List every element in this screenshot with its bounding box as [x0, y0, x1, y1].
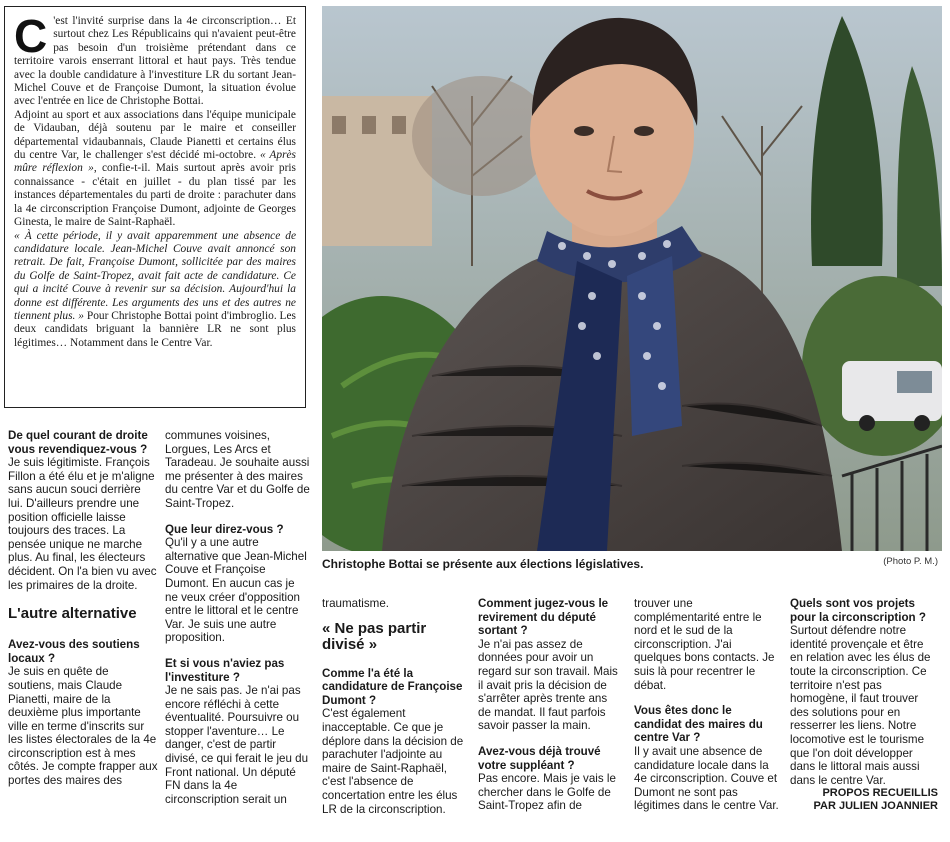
intro-box: [4, 6, 306, 408]
photo-credit: (Photo P. M.): [883, 556, 938, 567]
answer-8: Il y avait une absence de candidature locale dans la 4e circonscription. Couve et Dumont ne sont pas légitimes dans le centre Var.: [634, 744, 779, 813]
column-2: [165, 429, 310, 806]
column-4: [478, 597, 623, 813]
question-8: Vous êtes donc le candidat des maires du centre Var ?: [634, 704, 763, 745]
intro-paragraph-1: C 'est l'invité surprise dans la 4e circonscription… Et surtout chez Les Républicains qui n'avaient peut-être pas besoin d'un troisième prétendant dans ce territoire varois enserrant littoral et haut pays. Très tendue avec la double candidature à l'investiture LR du sortant Jean-Michel Couve et de Françoise Dumont, la situation évolue avec l'entrée en lice de Christophe Bottai.: [14, 10, 296, 108]
subhead-alternative: L'autre alternative: [8, 605, 137, 623]
question-3: Que leur direz-vous ?: [165, 522, 284, 536]
answer-5: C'est également inacceptable. Ce que je déplore dans la décision de parachuter l'adjointe au maire de Saint-Raphaël, c'est l'absence de concertation entre les élus LR de la circonscription.: [322, 707, 464, 816]
column-6: [790, 597, 938, 813]
answer-7: Pas encore. Mais je vais le chercher dans le Golfe de Saint-Tropez afin de: [478, 772, 616, 813]
caption-text: Christophe Bottai se présente aux élections législatives.: [322, 557, 644, 571]
dropcap: C: [14, 10, 48, 62]
intro-paragraph-3: « À cette période, il y avait apparemment une absence de candidature locale. Jean-Michel Couve avait annoncé son retrait. De fait, Françoise Dumont, sollicitée par des maires du Golfe de Saint-Tropez, avait fait acte de candidature. Ce qui a incité Couve à revenir sur sa décision. Aujourd'hui la donne est différente. Les arguments des uns et des autres ne tiennent plus. » Pour Christophe Bottai point d'imbroglio. Les deux candidats briguant la bannière LR ne sont plus légitimes… Notamment dans le Centre Var.: [14, 229, 296, 349]
answer-1: Je suis légitimiste. François Fillon a été élu et je m'aligne sans aucun souci derrière lui. D'ailleurs prendre une position officielle laisse toujours des traces. La pensée unique ne marche plus. Au final, les électeurs décident. On l'a bien vu avec les primaires de la droite.: [8, 456, 157, 592]
question-5: Comme l'a été la candidature de Françoise Dumont ?: [322, 666, 463, 707]
column-1: [8, 429, 158, 788]
byline-2: PAR JULIEN JOANNIER: [813, 800, 938, 813]
answer-9: Surtout défendre notre identité provençale et être en relation avec les élus de toute la circonscription. Ce territoire n'est pas homogène, il faut trouver des solutions pour en resserrer les liens. Notre locomotive est le tourisme que l'on doit développer dans le littoral mais aussi dans le centre Var.: [790, 624, 931, 787]
column-3: [322, 597, 467, 816]
subhead-divise: « Ne pas partir divisé »: [322, 619, 427, 653]
column-5: [634, 597, 779, 813]
answer-4: Je ne sais pas. Je n'ai pas encore réfléchi à cette éventualité. Poursuivre ou stopper l'aventure… Le danger, c'est de partir divisé, ce qui ferait le jeu du Front national. Un député FN dans la 4e circonscription serait un: [165, 684, 309, 806]
question-2: Avez-vous des soutiens locaux ?: [8, 638, 140, 665]
byline-1: PROPOS RECUEILLIS: [822, 787, 938, 800]
answer-2-continued: communes voisines, Lorgues, Les Arcs et Taradeau. Je souhaite aussi me présenter à des maires du centre Var et du Golfe de Saint-Tropez.: [165, 429, 310, 510]
portrait-photo: [322, 6, 942, 551]
question-7: Avez-vous déjà trouvé votre suppléant ?: [478, 744, 601, 772]
portrait-illustration: [322, 6, 942, 551]
answer-2: Je suis en quête de soutiens, mais Claude Pianetti, maire de la deuxième plus importante ville en terme d'inscrits sur les listes électorales de la 4e circonscription est à mes côtés. Je compte frapper aux portes des maires des: [8, 665, 158, 788]
question-4: Et si vous n'aviez pas l'investiture ?: [165, 656, 285, 684]
question-6: Comment jugez-vous le revirement du député sortant ?: [478, 597, 609, 638]
answer-7-continued: trouver une complémentarité entre le nord et le sud de la circonscription. J'ai quelques bons contacts. Je suis là pour recentrer le débat.: [634, 597, 775, 692]
answer-6: Je n'ai pas assez de données pour avoir un regard sur son travail. Mais il avait pris la décision de s'arrêter après trente ans de mandat. Il faut parfois savoir passer la main.: [478, 637, 618, 733]
answer-4-continued: traumatisme.: [322, 597, 390, 610]
photo-caption: [322, 555, 942, 573]
answer-3: Qu'il y a une autre alternative que Jean-Michel Couve et Françoise Dumont. En aucun cas je ne veux créer d'opposition entre le littoral et le centre Var. Je suis une autre proposition.: [165, 536, 307, 645]
question-1: De quel courant de droite vous revendiquez-vous ?: [8, 429, 148, 456]
question-9: Quels sont vos projets pour la circonscription ?: [790, 597, 926, 624]
intro-paragraph-2: Adjoint au sport et aux associations dans l'équipe municipale de Vidauban, déjà soutenu par le maire et conseiller départemental vidaubannais, Claude Pianetti et certains élus du centre Var, le challenger s'est décidé mi-octobre. « Après mûre réflexion », confie-t-il. Mais surtout après avoir pris connaissance - c'était en juillet - du plan tissé par les instances départementales du parti de droite : parachuter dans la 4e circonscription Françoise Dumont, adjointe de Georges Ginesta, le maire de Saint-Raphaël.: [14, 108, 296, 229]
